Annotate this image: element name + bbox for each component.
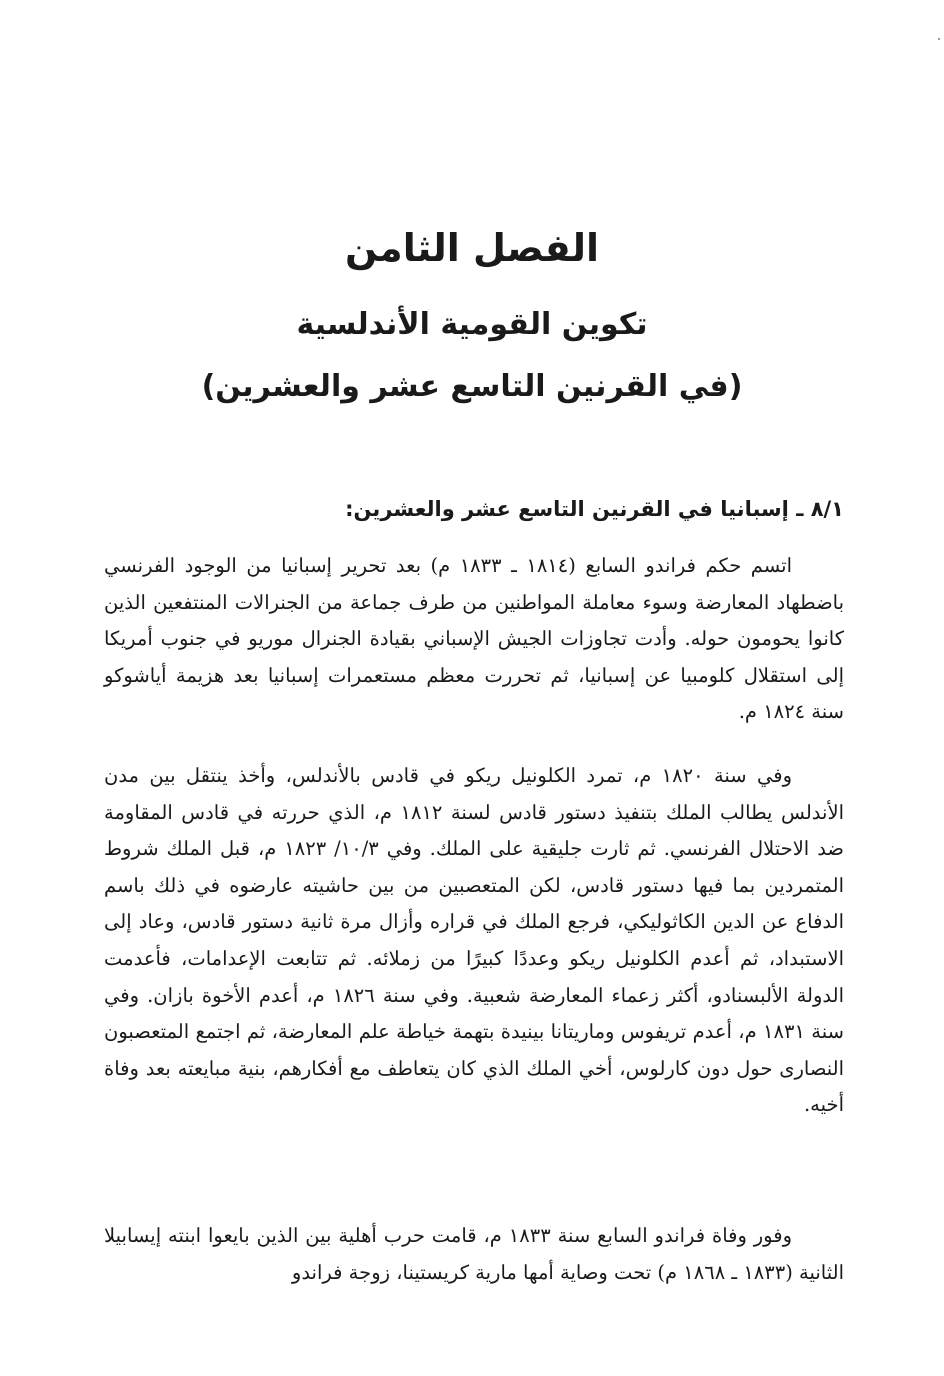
chapter-title: الفصل الثامن — [344, 226, 600, 270]
paragraph-1: اتسم حكم فراندو السابع (١٨١٤ ـ ١٨٣٣ م) بعد تحرير إسبانيا من الوجود الفرنسي باضطهاد المعارضة وسوء معاملة المواطنين من طرف جماعة من الجنرالات المنتفعين الذين كانوا يحومون حوله. وأدت تجاوزات الجيش الإسباني بقيادة الجنرال موريو في جنوب أمريكا إلى استقلال كلومبيا عن إسبانيا، ثم تحررت معظم مستعمرات إسبانيا بعد هزيمة أياشوكو سنة ١٨٢٤ م. — [104, 554, 844, 724]
paragraph-2: وفي سنة ١٨٢٠ م، تمرد الكلونيل ريكو في قادس بالأندلس، وأخذ ينتقل بين مدن الأندلس يطالب الملك بتنفيذ دستور قادس لسنة ١٨١٢ م، الذي حررته في قادس المقاومة ضد الاحتلال الفرنسي. ثم ثارت جليقية على الملك. وفي ١٠/٣/ ١٨٢٣ م، قبل الملك شروط المتمردين بما فيها دستور قادس، لكن المتعصبين من بين حاشيته عارضوه في ذلك باسم الدفاع عن الدين الكاثوليكي، فرجع الملك في قراره وأزال مرة ثانية دستور قادس، وعاد إلى الاستبداد، ثم أعدم الكلونيل ريكو وعددًا كبيرًا من زملائه. ثم تتابعت الإعدامات، فأعدمت الدولة الألبسنادو، أكثر زعماء المعارضة شعبية. وفي سنة ١٨٢٦ م، أعدم الأخوة بازان. وفي سنة ١٨٣١ م، أعدم تريفوس وماريتانا بينيدة بتهمة خياطة علم المعارضة، ثم اجتمع المتعصبون النصارى حول دون كارلوس، أخي الملك الذي كان يتعاطف مع أفكارهم، بنية مبايعته بعد وفاة أخيه. — [104, 764, 845, 1117]
paragraph-3: وفور وفاة فراندو السابع سنة ١٨٣٣ م، قامت حرب أهلية بين الذين بايعوا ابنته إيسابيلا الثانية (١٨٣٣ ـ ١٨٦٨ م) تحت وصاية أمها مارية كريستينا، زوجة فراندو — [104, 1224, 844, 1284]
chapter-subtitle-period: (في القرنين التاسع عشر والعشرين) — [201, 369, 743, 404]
chapter-subtitle: تكوين القومية الأندلسية — [296, 307, 648, 342]
page-edge-mark — [938, 38, 940, 40]
section-heading: ٨/١ ـ إسبانيا في القرنين التاسع عشر والعشرين: — [345, 497, 844, 521]
